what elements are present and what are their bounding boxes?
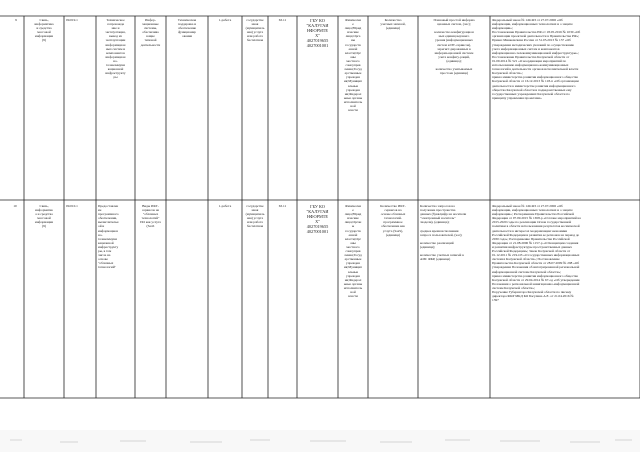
- row-9-payment-type: государстве нная (муниципаль ная) услуга или работа бесплатная: [245, 18, 265, 43]
- row-10-organization: ГБУ КО "КАЛУГАИ НФОРМТЕ Х" 4027019655 4027001001: [306, 204, 329, 234]
- row-10-indicators: Количество ИКТ- сервисов на основе облачных технологий- программное обеспечение как услуга (SaaS), (единица): [380, 204, 406, 237]
- row-10-payment-type: государстве нная (муниципаль ная) услуга или работа бесплатная: [245, 204, 265, 229]
- row-9-code: 09.019.1: [66, 18, 78, 22]
- row-9-indicators: Количество учетных записей, (единица): [380, 18, 406, 31]
- row-9-types: Инфор- мационные системы, обеспечива ющие типовой деятельности: [140, 18, 161, 47]
- row-10-area: Связь, информатик а и средства массовой информации (9): [34, 204, 54, 229]
- row-9-area: Связь, информатика и средства массовой информации (9): [34, 18, 54, 43]
- scan-artifact-strip: [0, 430, 640, 452]
- row-9-unit: 1-работа: [218, 18, 232, 22]
- row-9-consumers: Физически е лица;Юрид ические лица;Орга ны государств енной власти;Орг аны местного самоуправ ления;Госуд арственные учрежден ия;Муницип альные учрежден ия;Федерал ьные органы исполнитель ной власти: [343, 18, 363, 113]
- row-10-legal-basis: Федеральный закон № 149-ФЗ от 27.07.2006 «Об информации, информационных технологиях и о защите информации»; Распоряжение Правительства Российской Федерации от 07.09.2015 № 1658-р «О плане мероприятий на 2015-2020 годы по реализации Основ государственной политики в области использования результатов космической деятельности в интересах модернизации экономики Российской Федерации и развития ее регионов на период до 2030 года»; Распоряжение Правительства Российской Федерации от 21.08.2006 № 1157-р «О Концепции создания и развития инфраструктуры пространственных данных Российской Федерации»; Закон Калужской области от 01.12.2011 № 219-ОЗ «О государственных информационных системах Калужской области»; Постановление Правительства Калужской области от 28.07.2009 № 298 «Об утверждении Положения об интегрированной региональной информационной системе Калужской области»; приказ министерства развития информационного общества Калужской области от 29.04.2014 № 67-од «Об утверждении Положения о региональной навигационно-информационной системе Калужской области»; Поручение Губернатора Калужской области по письму директора ФКР МКД КО Басулина А.Е. от 21.04.2016 № 1397: [492, 204, 581, 303]
- row-9-work-name: Техническое сопровожде ние и эксплуатация, вывод из эксплуатации информацион ных систем и компонентов информацион но- телекоммуни кационной инфраструкту ры: [105, 18, 126, 80]
- row-9-number: 9: [15, 18, 17, 22]
- row-9-okved: 63.11: [278, 18, 287, 22]
- row-10-consumers: Физически е лица;Юрид ические лица;Орган ы государств енной власти;Орг аны местного самоуправ ления;Госуд арственные учрежден ия;Муницип альные учрежден ия;Федерал ьные органы исполнитель ной власти: [343, 204, 363, 299]
- row-10-code: 09.010.1: [66, 204, 78, 208]
- row-9-organization: ГБУ КО "КАЛУГАИ НФОРМТЕ Х" 4027019655 4027001001: [306, 18, 329, 48]
- row-10-number: 10: [13, 204, 17, 208]
- row-10-work-name: Предоставлен ие программного обеспечения, вычислительн ой и информацион но- телекоммуни кационной инфраструкту ры, в том числе на основе "облачных технологий": [98, 204, 119, 270]
- row-10-volume-indicators: Количество запросов на получение пространства данных (букв/цифр на носители "электронный носитель" /модели), (единица); среднее время исполнения запроса пользователей, (час); количество реализаций (единица); количество учетных записей в АИС ФКР, (единица): [420, 204, 467, 262]
- row-9-content: Техническая поддержка и обеспечение функционир ования: [177, 18, 197, 39]
- scan-noise-marks: [0, 430, 640, 452]
- row-10-okved: 63.11: [278, 204, 287, 208]
- row-9-volume-indicators: Плановый простой информа ционных систем, (час); количество конфигурацион ных единиц верхнего уровня (информационных систем и ИТ-сервисов), зарегист-рированных в информа-ционной системе учета конфигу-раций, (единица); количество учитываемых простоев (единица): [433, 18, 475, 76]
- row-10-unit: 1-работа: [218, 204, 232, 208]
- row-9-legal-basis: Федеральный закон № 149-ФЗ от 27.07.2006 «Об информации, информационных технологиях и о защите информации»; Постановление Правительства РФ от 18.05.2016 № 1030 «Об организации проектной деятельности в Правительстве РФ»; Приказ Минкомсвязи России от 31.05.2013 № 137 «Об утверждении методических указаний по осуществлению учета информационных систем и компонентов информационно-телекоммуникационной инфраструктуры»; Постановление Правительства Калужской области от 01.09.2014 № 521 «О координации мероприятий по использованию информационно-коммуникационных технологий в деятельности органов исполнительной власти Калужской области»; приказ министерства развития информационного общества Калужской области от 16.12.2013 № 118-п «Об организации деятельности в министерстве развития информационного общества Калужской области и подведомственных ему государственных учреждениях Калужской области по принципу управления проектами»: [492, 18, 581, 100]
- row-10-types: Виды ИКТ- сервисов на "облачных технологий" ПО как услуга (SaaS: [140, 204, 161, 229]
